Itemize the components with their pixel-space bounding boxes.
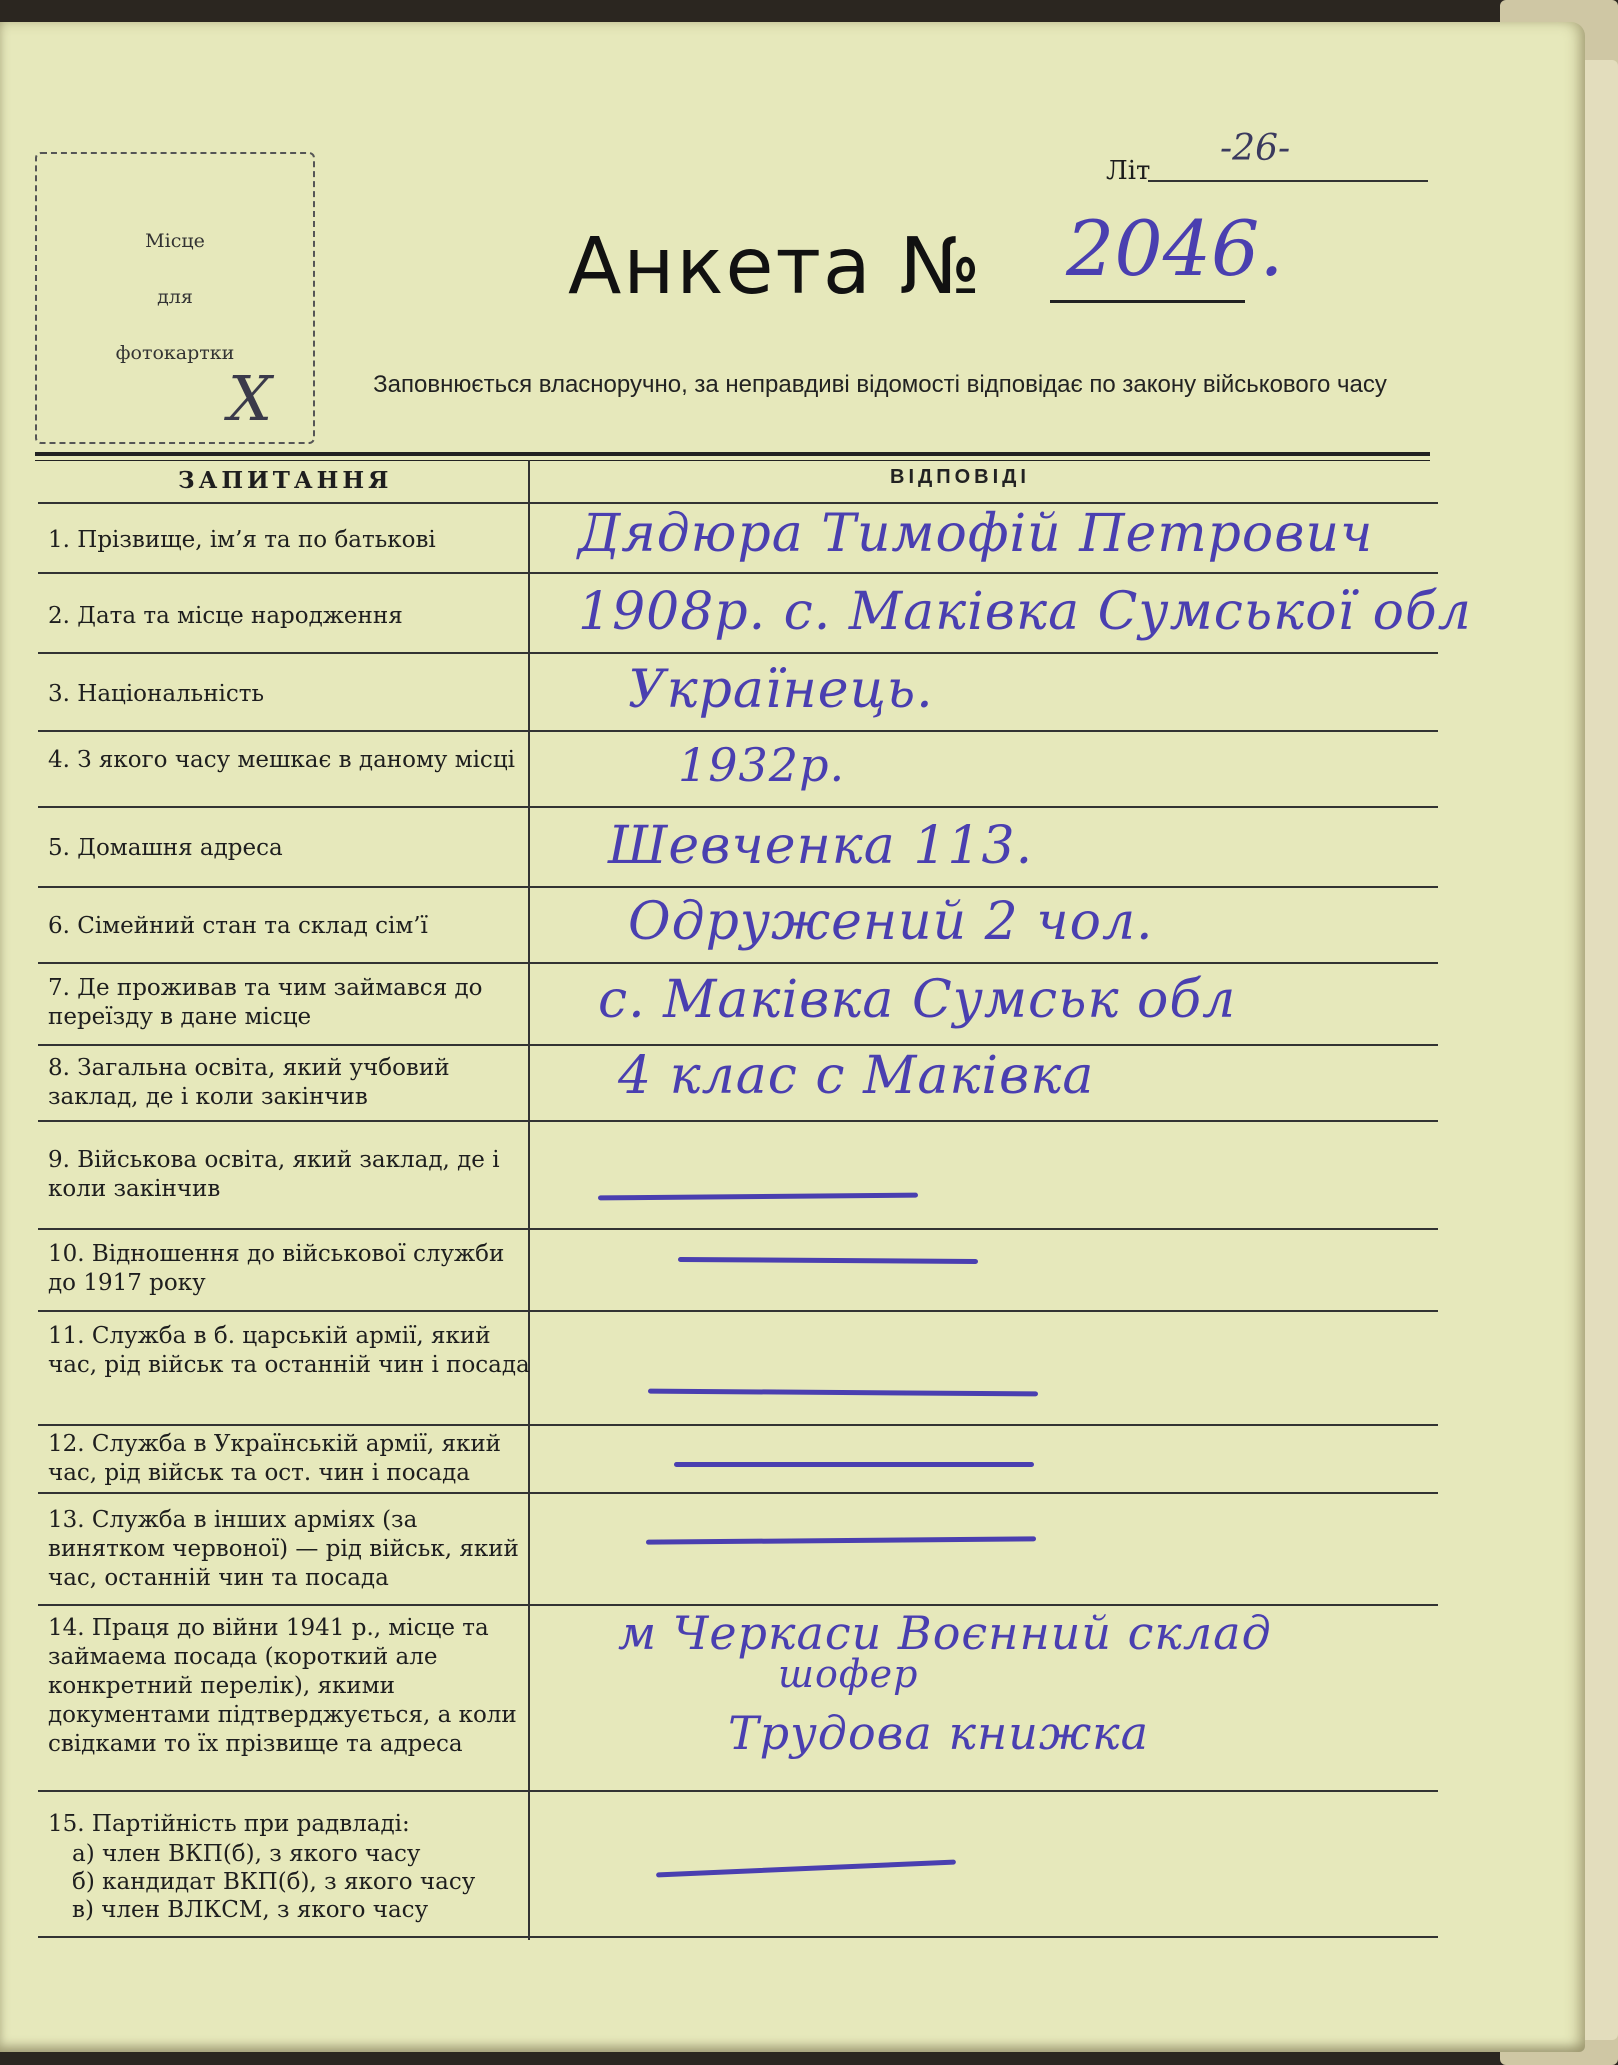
sheet-number-underline <box>1148 180 1428 182</box>
table-row <box>38 504 1438 574</box>
answer-handwritten: 1932р. <box>678 738 846 792</box>
table-row <box>38 1792 1438 1938</box>
question-label: 3. Національність <box>48 681 265 707</box>
table-row <box>38 1312 1438 1426</box>
table-row <box>38 1494 1438 1606</box>
question-label: 15. Партійність при радвладі: <box>48 1811 410 1837</box>
answer-dash <box>646 1536 1036 1544</box>
question-label: 2. Дата та місце народження <box>48 603 403 629</box>
question-label: 1. Прізвище, ім’я та по батькові <box>48 527 436 553</box>
table-row <box>38 1426 1438 1494</box>
answer-handwritten: 4 клас с Маківка <box>618 1046 1095 1106</box>
question-sub-label: б) кандидат ВКП(б), з якого часу <box>72 1869 476 1895</box>
answer-handwritten-note: шофер <box>778 1652 919 1696</box>
page-title: Анкета № <box>568 222 983 312</box>
answer-handwritten: Українець. <box>628 660 934 720</box>
questionnaire-number: 2046. <box>1066 204 1284 293</box>
table-row <box>38 1122 1438 1230</box>
table-row <box>38 574 1472 654</box>
table-row <box>38 964 1438 1046</box>
question-label: 10. Відношення до військової служби до 1917 року <box>48 1241 505 1296</box>
question-label: 4. З якого часу мешкає в даному місці <box>48 747 515 773</box>
question-label: 13. Служба в інших арміях (за винятком червоної) — рід військ, який час, останній чин та посада <box>48 1507 519 1591</box>
question-label: 8. Загальна освіта, який учбовий заклад, де і коли закінчив <box>48 1055 450 1110</box>
answer-handwritten: Одружений 2 чол. <box>628 892 1154 952</box>
question-label: 5. Домашня адреса <box>48 835 283 861</box>
question-label: 12. Служба в Українській армії, який час, рід військ та ост. чин і посада <box>48 1431 502 1486</box>
question-label: 7. Де проживав та чим займався до переїзду в дане місце <box>48 975 483 1030</box>
question-label: 11. Служба в б. царській армії, який час, рід військ та останній чин і посада <box>48 1323 530 1378</box>
answer-dash <box>598 1193 918 1201</box>
answer-dash <box>678 1257 978 1264</box>
answers-header: ВІДПОВІДІ <box>890 466 1030 488</box>
question-label: 6. Сімейний стан та склад сім’ї <box>48 913 428 939</box>
questions-header: ЗАПИТАННЯ <box>178 467 393 494</box>
instruction-text: Заповнюється власноручно, за неправдиві відомості відповідає по закону військового часу <box>373 371 1387 398</box>
table-row <box>38 1230 1438 1312</box>
photo-label-line: фотокартки <box>115 342 235 364</box>
question-label: 14. Праця до війни 1941 р., місце та займаема посада (короткий але конкретний перелік), якими документами підтверджується, а коли свідками то їх прізвище та адреса <box>48 1615 517 1757</box>
answer-handwritten-document: Трудова книжка <box>728 1706 1150 1760</box>
table-row <box>38 888 1438 964</box>
table-row <box>38 1046 1438 1122</box>
answer-dash <box>648 1389 1038 1397</box>
table-row <box>38 808 1438 888</box>
answer-handwritten: с. Маківка Сумськ обл <box>598 970 1237 1030</box>
answer-handwritten: 1908р. с. Маківка Сумської обл <box>578 582 1472 642</box>
sheet-number: -26- <box>1220 128 1291 169</box>
answer-dash <box>674 1462 1034 1467</box>
answer-dash <box>656 1859 956 1877</box>
table-row <box>38 1606 1438 1792</box>
answer-handwritten: Дядюра Тимофій Петрович <box>578 504 1374 564</box>
header-rule <box>35 452 1430 456</box>
table-row <box>38 654 1438 732</box>
sheet-label: Літ <box>1106 156 1151 186</box>
title-underline <box>1050 300 1245 303</box>
question-sub-label: а) член ВКП(б), з якого часу <box>72 1841 421 1867</box>
question-sub-label: в) член ВЛКСМ, з якого часу <box>72 1897 429 1923</box>
photo-cross-mark: X <box>228 362 273 435</box>
answer-handwritten: Шевченка 113. <box>608 816 1034 876</box>
photo-label-line: Місце <box>145 230 205 252</box>
header-rule-thin <box>35 460 1430 461</box>
answer-handwritten: м Черкаси Воєнний склад <box>618 1606 1272 1660</box>
question-label: 9. Військова освіта, який заклад, де і коли закінчив <box>48 1147 500 1202</box>
table-row <box>38 732 1438 808</box>
photo-label-line: для <box>157 286 193 308</box>
photo-placeholder <box>35 152 315 444</box>
